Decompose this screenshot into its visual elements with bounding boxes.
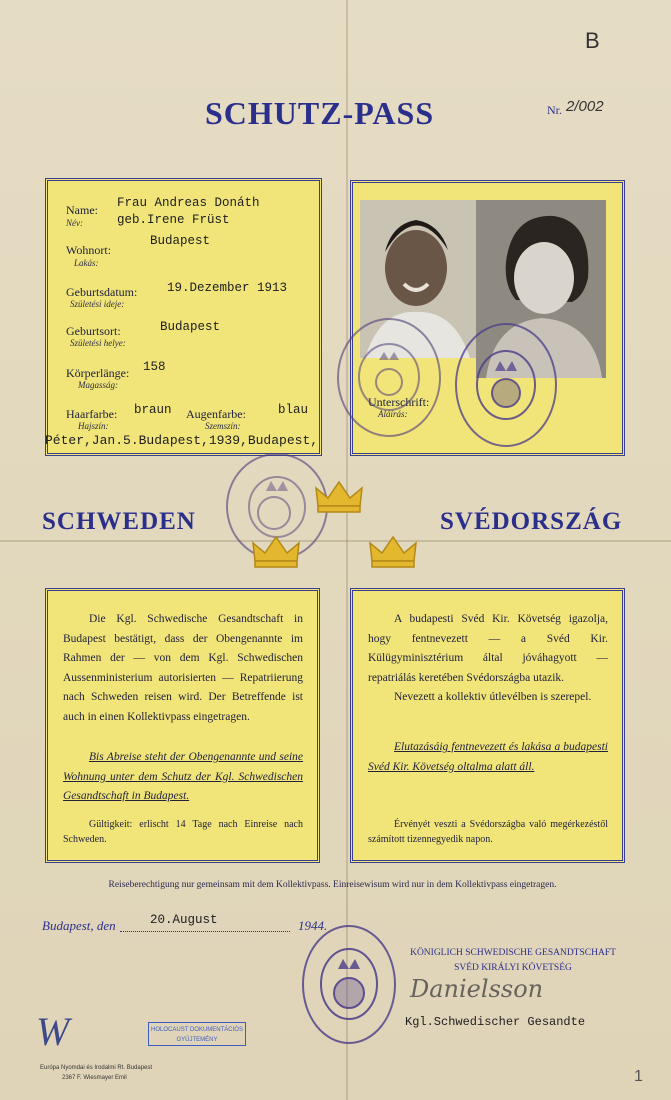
place-label: Budapest, den: [42, 918, 116, 933]
archive-stamp-line-1: HOLOCAUST DOKUMENTÁCIÓS: [151, 1027, 243, 1033]
height-value: 158: [143, 360, 166, 374]
embassy-stamp-1: [337, 318, 441, 437]
name-label: Name:: [66, 203, 98, 217]
hungarian-paragraph-2: Nevezett a kollektiv útlevélben is szerepel.: [394, 691, 592, 703]
eye-sub: Szemszín:: [205, 421, 241, 431]
eye-value: blau: [278, 403, 309, 417]
crown-icon: [314, 480, 364, 514]
hungarian-paragraph-1: A budapesti Svéd Kir. Követség igazolja, hogy fentnevezett — a Svéd Kir. Külügyminisztérium által jóváhagyott — repatriálás keretében Svédországba utazik.: [368, 613, 608, 684]
german-paragraph-2: Bis Abreise steht der Obengenannte und seine Wohnung unter dem Schutz der Kgl. Schwedischen Gesandtschaft in Budapest.: [63, 751, 303, 802]
birthdate-label: Geburtsdatum:: [66, 285, 138, 299]
german-validity: Gültigkeit: erlischt 14 Tage nach Einreise nach Schweden.: [63, 819, 303, 845]
travel-note: Reiseberechtigung nur gemeinsam mit dem Kollektivpass. Einreisewisum wird nur in dem Kollektivpass eingetragen.: [108, 880, 557, 890]
signer-title: Kgl.Schwedischer Gesandte: [405, 1015, 586, 1029]
height-sub: Magasság:: [78, 380, 118, 390]
hair-sub: Hajszín:: [78, 421, 109, 431]
birthdate-value: 19.Dezember 1913: [167, 281, 288, 295]
envoy-signature: Danielsson: [410, 975, 544, 1003]
height-label: Körperlänge:: [66, 366, 130, 380]
birthplace-sub: Születési helye:: [70, 338, 126, 348]
fold-line-horizontal: [0, 540, 671, 542]
date-value: 20.August: [150, 913, 218, 927]
hungarian-paragraph-3: Elutazásáig fentnevezett és lakása a budapesti Svéd Kir. Követség oltalma alatt áll.: [368, 741, 608, 773]
name-value-1: Frau Andreas Donáth: [117, 196, 260, 210]
hungarian-validity: Érvényét veszti a Svédországba való megérkezéstől számított tizennegyedik napon.: [368, 819, 608, 845]
eye-label: Augenfarbe:: [186, 407, 246, 421]
residence-value: Budapest: [150, 234, 211, 248]
german-paragraph-1: Die Kgl. Schwedische Gesandtschaft in Budapest bestätigt, dass der Obengenannte im Rahmen der — von dem Kgl. Schwedischen Aussenministerium autorisierten — Repatriierung nach Schweden reisen wird. Der Betreffende ist auch in einen Kollektivpass eingetragen.: [63, 613, 303, 723]
signature-label: Unterschrift:: [368, 395, 430, 409]
number-value: 2/002: [566, 98, 604, 115]
crown-icon: [368, 535, 418, 569]
name-value-2: geb.Irene Früst: [117, 213, 230, 227]
birthplace-label: Geburtsort:: [66, 324, 121, 338]
hair-label: Haarfarbe:: [66, 407, 118, 421]
printer-imprint-2: 2367 F. Wiesmayer Emil: [62, 1075, 127, 1081]
archive-stamp-line-2: GYŰJTEMÉNY: [176, 1037, 218, 1043]
corner-mark: B: [585, 28, 600, 53]
signature-sub: Aláírás:: [378, 409, 408, 419]
document-title: SCHUTZ-PASS: [205, 95, 435, 131]
country-label-de: SCHWEDEN: [42, 508, 196, 535]
archive-stamp: [148, 1022, 246, 1046]
page-number: 1: [634, 1068, 643, 1085]
birthplace-value: Budapest: [160, 320, 221, 334]
hair-value: braun: [134, 403, 172, 417]
stamp-4-seal: [304, 927, 394, 1042]
residence-sub: Lakás:: [74, 258, 99, 268]
handwritten-initials: W: [36, 1009, 70, 1054]
stamp-1-seal: [339, 320, 439, 435]
birthdate-sub: Születési ideje:: [70, 299, 125, 309]
crown-icon: [251, 535, 301, 569]
embassy-stamp-4: [302, 925, 396, 1044]
stamp-2-seal: [457, 325, 555, 445]
residence-label: Wohnort:: [66, 243, 112, 257]
embassy-stamp-2: [455, 323, 557, 447]
country-label-hu: SVÉDORSZÁG: [440, 508, 623, 535]
printer-imprint-1: Európa Nyomdai és Irodalmi Rt. Budapest: [40, 1065, 153, 1071]
legation-de: KÖNIGLICH SCHWEDISCHE GESANDTSCHAFT: [410, 948, 616, 958]
year-label: 1944.: [298, 918, 328, 933]
legation-hu: SVÉD KIRÁLYI KÖVETSÉG: [454, 963, 572, 973]
number-label: Nr.: [547, 103, 562, 117]
date-line: [120, 931, 290, 932]
child-entry: Péter,Jan.5.Budapest,1939,Budapest,: [45, 433, 319, 448]
name-sub: Név:: [66, 218, 83, 228]
